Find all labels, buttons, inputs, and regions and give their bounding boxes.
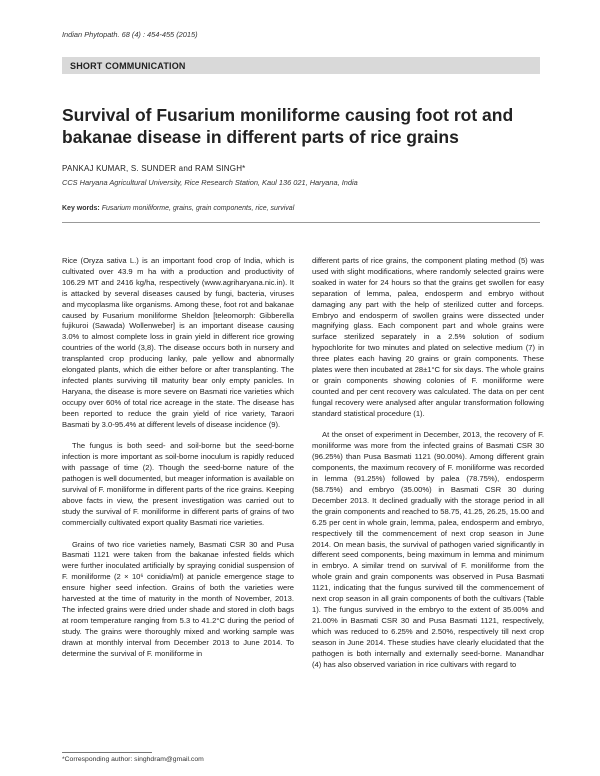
article-title: Survival of Fusarium moniliforme causing foot rot and bakanae disease in different parts of rice grains [62, 105, 514, 147]
section-label: SHORT COMMUNICATION [70, 61, 186, 71]
journal-citation: Indian Phytopath. 68 (4) : 454-455 (2015) [62, 30, 198, 39]
left-column [62, 256, 294, 670]
keywords-label: Key words: [62, 205, 100, 212]
paragraph: Grains of two rice varieties namely, Basmati CSR 30 and Pusa Basmati 1121 were taken from the bakanae infested fields which were further inoculated artificially by spraying conidial suspension of F. moniliforme (2 × 10⁶ conidia/ml) at panicle emergence stage to ensure higher seed infection. Grains of both the varieties were harvested at the time of maturity in the month of November, 2013. The infected grains were dried under shade and stored in cloth bags at room temperature ranging from 5.3 to 41.2°C during the period of study. The grains were thoroughly mixed and working sample was drawn at monthly interval from December 2013 to June 2014. To determine the survival of F. moniliforme in [62, 539, 294, 658]
footnote: *Corresponding author: singhdram@gmail.com [62, 756, 204, 763]
paragraph: The fungus is both seed- and soil-borne but the seed-borne infection is more important as soil-borne inoculum is rapidly reduced with passage of time (2). Though the seed-borne nature of the pathogen is well documented, but meager information is available on survival of F. moniliforme in different parts of the rice grains. Keeping above facts in view, the present investigation was carried out to study the survival of F. moniliforme in different parts of grains of two commercially cultivated export quality Basmati rice varieties. [62, 441, 294, 527]
footnote-divider [62, 752, 152, 753]
paragraph: Rice (Oryza sativa L.) is an important food crop of India, which is cultivated over 43.9 m ha with a production and productivity of 106.29 MT and 2416 kg/ha, respectively (www.agriharyana.nic.in). It is attacked by several diseases caused by fungi, bacteria, viruses and mycoplasma like organisms. Among these, foot rot and bakanae caused by Fusarium moniliforme Sheldon [teleomorph: Gibberella fujikuroi (Sawada) Wollenweber] is an important disease causing 3.0% to almost complete loss in grain yield in different rice growing countries of the world (3,8). The disease occurs both in nursery and transplanted crop producing lanky, pale yellow and abnormally elongated plants, which die either before or after transplanting. The infected plants surviving till maturity bear only empty panicles. In Haryana, the disease is more severe on Basmati rice varieties which occupy over 60% of total rice acreage in the state. The disease has been reported to reduce the grain yield of rice variety, Taraori Basmati by 3.0-95.4% at different levels of disease incidence (9). [62, 256, 294, 429]
right-column [312, 256, 544, 681]
keywords-list: Fusarium moniliforme, grains, grain components, rice, survival [101, 205, 295, 212]
keywords [62, 205, 294, 212]
paragraph: At the onset of experiment in December, 2013, the recovery of F. moniliforme was more from the infected grains of Basmati CSR 30 (96.25%) than Pusa Basmati 1121 (90.00%). Among different grain components, the maximum recovery of F. moniliforme was recorded in lemma (91.25%) followed by palea (78.75%), endosperm (58.75%) and embryo (35.00%) in Basmati CSR 30 during December 2013. It declined gradually with the storage period in all the grain components and reached to 58.75, 41.25, 26.25, 15.00 and 6.25 per cent in whole grain, lemma, palea, endosperm and embryo, respectively till the commencement of next crop season in June 2014. On mean basis, the survival of pathogen varied significantly in different seed components, being maximum in lemma and minimum in embryo. A similar trend on survival of F. moniliforme from the whole grain and grain components was observed in Pusa Basmati 1121, indicating that the fungus survived till the commencement of next crop season in all grain components of both the cultivars (Table 1). The fungus survived in the embryo to the extent of 35.00% and 21.00% in Basmati CSR 30 and Pusa Basmati 1121, respectively, which was reduced to 6.25% and 2.50%, respectively till next crop season in June 2014. These studies have clearly elucidated that the pathogen is both internally and externally seed-borne. Manandhar (4) has also observed variation in rice cultivars with regard to [312, 430, 544, 669]
authors: PANKAJ KUMAR, S. SUNDER and RAM SINGH* [62, 164, 246, 173]
section-bar [62, 57, 540, 74]
affiliation: CCS Haryana Agricultural University, Rice Research Station, Kaul 136 021, Haryana, India [62, 178, 358, 187]
paragraph: different parts of rice grains, the component plating method (5) was used with slight modifications, where randomly selected grains were soaked in water for 24 hours so that the grains get swollen for easy separation of lemma, palea, endosperm and embryo without damaging any part with the help of sterilized cutter and forceps. Embryo and endosperm of swollen grains were dissected under magnifying glass. Each component part and whole grains were surface sterilized separately in a 2.5% solution of sodium hypochlorite for two minutes and plated on selective medium (7) in three plates each having 20 grains or grain components. These plates were then incubated at 28±1°C for six days. The whole grains or grain components showing colonies of F. moniliforme were counted and per cent recovery was calculated. The data on per cent fungal recovery were analysed after angular transformation following standard statistical procedure (1). [312, 256, 544, 418]
keywords-divider [62, 222, 540, 223]
